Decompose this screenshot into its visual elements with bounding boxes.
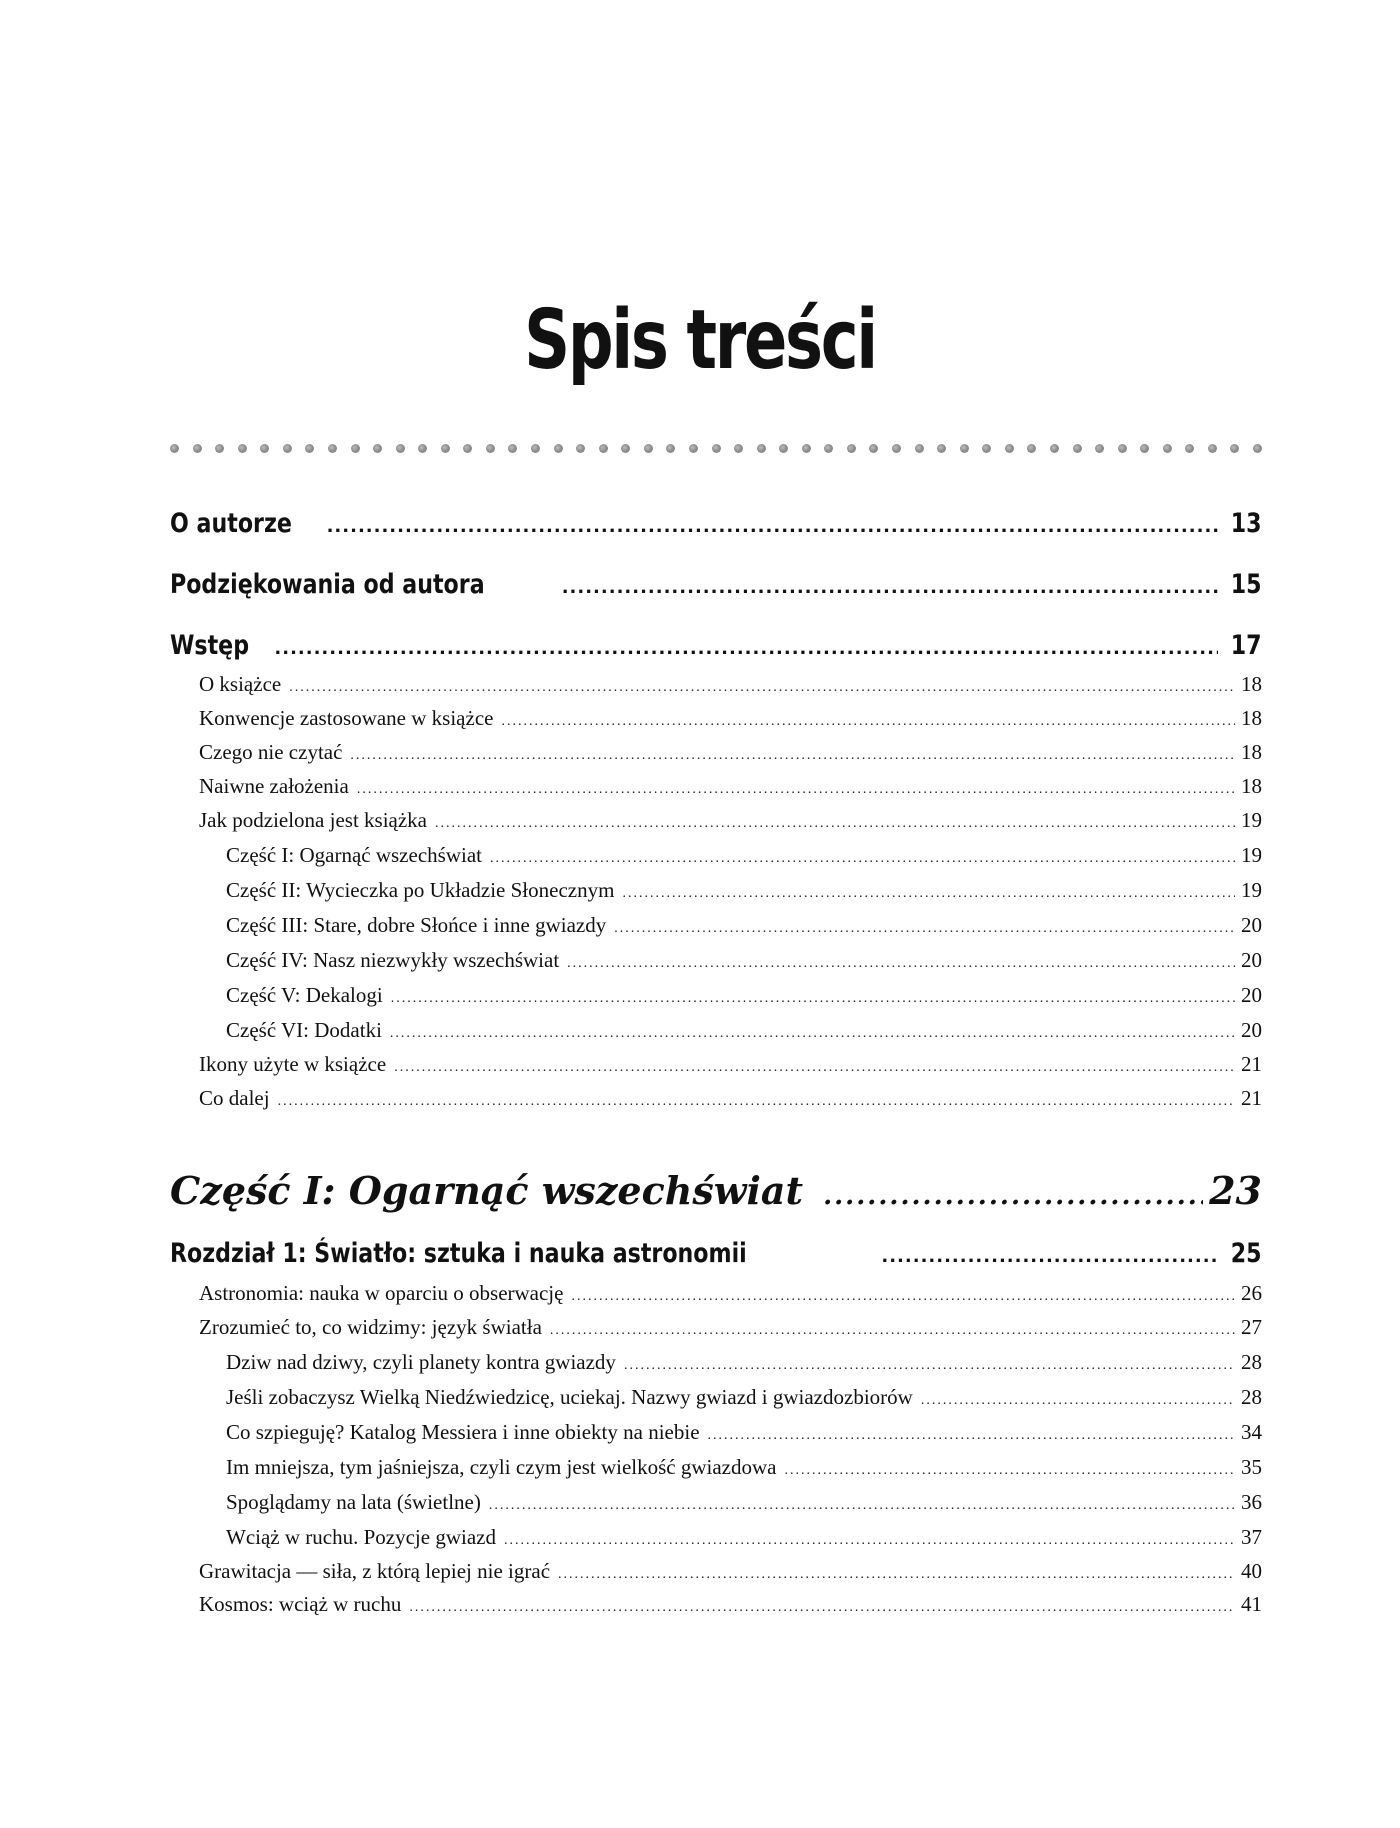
- dot-leader: [278, 1094, 1235, 1110]
- toc-entry-title: O autorze: [170, 508, 292, 539]
- dot-leader: [624, 1358, 1235, 1374]
- dot-leader: [921, 1393, 1235, 1409]
- toc-page-number: 26: [1241, 1281, 1262, 1305]
- toc-page-number: 20: [1241, 983, 1262, 1007]
- toc-entry[interactable]: [199, 706, 1262, 731]
- toc-page-number: 28: [1241, 1350, 1262, 1374]
- dot-leader: [881, 1246, 1218, 1267]
- toc-entry[interactable]: [170, 508, 1262, 539]
- toc-entry[interactable]: [199, 740, 1262, 765]
- toc-entry[interactable]: [199, 774, 1262, 799]
- toc-entry-title: Jeśli zobaczysz Wielką Niedźwiedzicę, uciekaj. Nazwy gwiazd i gwiazdozbiorów: [226, 1385, 913, 1409]
- toc-page-number: 40: [1241, 1559, 1262, 1583]
- toc-page-number: 27: [1241, 1315, 1262, 1339]
- dot-leader: [571, 1289, 1235, 1305]
- toc-page-number: 36: [1241, 1490, 1262, 1514]
- toc-page-number: 18: [1241, 672, 1262, 696]
- toc-page-number: 20: [1241, 948, 1262, 972]
- toc-entry-title: Podziękowania od autora: [170, 569, 485, 600]
- toc-entry-title: Naiwne założenia: [199, 774, 349, 798]
- dot-leader: [409, 1600, 1235, 1616]
- toc-page-number: 15: [1231, 569, 1262, 600]
- toc-entry-title: Czego nie czytać: [199, 740, 343, 764]
- toc-entry-title: Zrozumieć to, co widzimy: język światła: [199, 1315, 542, 1339]
- toc-entry[interactable]: [199, 808, 1262, 833]
- toc-page-number: 21: [1241, 1086, 1262, 1110]
- toc-entry-title: Grawitacja — siła, z którą lepiej nie igrać: [199, 1559, 551, 1583]
- toc-entry-title: Część II: Wycieczka po Układzie Słonecznym: [226, 878, 615, 902]
- toc-entry-title: Co szpieguję? Katalog Messiera i inne obiekty na niebie: [226, 1420, 700, 1444]
- dot-leader: [504, 1533, 1235, 1549]
- toc-entry-title: Kosmos: wciąż w ruchu: [199, 1592, 402, 1616]
- dot-leader: [489, 1498, 1235, 1514]
- dot-leader: [708, 1428, 1235, 1444]
- dot-leader: [823, 1181, 1203, 1211]
- toc-entry-title: Część I: Ogarnąć wszechświat: [170, 1168, 804, 1213]
- page-title: Spis treści: [524, 293, 876, 388]
- toc-entry[interactable]: [199, 1086, 1262, 1111]
- toc-entry-title: Ikony użyte w książce: [199, 1052, 387, 1076]
- toc-entry-title: Spoglądamy na lata (świetlne): [226, 1490, 481, 1514]
- dot-leader: [274, 638, 1218, 659]
- toc-entry-title: Dziw nad dziwy, czyli planety kontra gwiazdy: [226, 1350, 616, 1374]
- toc-entry-title: Jak podzielona jest książka: [199, 808, 428, 832]
- toc-entry-title: Rozdział 1: Światło: sztuka i nauka astronomii: [170, 1238, 747, 1269]
- toc-entry[interactable]: [226, 1018, 1262, 1043]
- toc-entry-title: Astronomia: nauka w oparciu o obserwację: [199, 1281, 564, 1305]
- dot-leader: [490, 851, 1235, 867]
- dot-leader: [289, 680, 1235, 696]
- toc-page-number: 18: [1241, 706, 1262, 730]
- toc-entry-title: Część III: Stare, dobre Słońce i inne gwiazdy: [226, 913, 607, 937]
- toc-page-number: 37: [1241, 1525, 1262, 1549]
- toc-entry[interactable]: [226, 878, 1262, 903]
- toc-entry[interactable]: [226, 843, 1262, 868]
- toc-entry[interactable]: [170, 630, 1262, 661]
- toc-page-number: 21: [1241, 1052, 1262, 1076]
- dot-leader: [435, 816, 1235, 832]
- dot-leader: [558, 1567, 1235, 1583]
- toc-entry[interactable]: [170, 1168, 1262, 1213]
- toc-entry-title: Część V: Dekalogi: [226, 983, 383, 1007]
- toc-entry[interactable]: [226, 913, 1262, 938]
- dot-leader: [327, 516, 1219, 537]
- toc-page-number: 19: [1241, 843, 1262, 867]
- toc-page-number: 25: [1231, 1238, 1262, 1269]
- toc-page-number: 19: [1241, 878, 1262, 902]
- toc-entry-title: Część VI: Dodatki: [226, 1018, 382, 1042]
- toc-entry[interactable]: [226, 1525, 1262, 1550]
- dot-leader: [614, 921, 1235, 937]
- toc-entry[interactable]: [226, 1385, 1262, 1410]
- dot-leader: [394, 1060, 1235, 1076]
- toc-entry[interactable]: [199, 1315, 1262, 1340]
- toc-entry[interactable]: [226, 948, 1262, 973]
- dot-leader: [391, 991, 1235, 1007]
- dot-leader: [550, 1323, 1235, 1339]
- dot-leader: [357, 782, 1235, 798]
- toc-page-number: 34: [1241, 1420, 1262, 1444]
- toc-page-number: 41: [1241, 1592, 1262, 1616]
- toc-page-number: 35: [1241, 1455, 1262, 1479]
- toc-entry-title: Konwencje zastosowane w książce: [199, 706, 494, 730]
- toc-entry[interactable]: [199, 672, 1262, 697]
- toc-page-number: 17: [1231, 630, 1262, 661]
- toc-page-number: 18: [1241, 774, 1262, 798]
- toc-entry[interactable]: [226, 1420, 1262, 1445]
- toc-page-number: 13: [1231, 508, 1262, 539]
- dot-leader: [390, 1026, 1235, 1042]
- toc-entry-title: O książce: [199, 672, 282, 696]
- toc-page-number: 19: [1241, 808, 1262, 832]
- toc-page-number: 18: [1241, 740, 1262, 764]
- toc-entry-title: Część IV: Nasz niezwykły wszechświat: [226, 948, 560, 972]
- toc-entry[interactable]: [199, 1281, 1262, 1306]
- dot-leader: [622, 886, 1235, 902]
- toc-entry-title: Co dalej: [199, 1086, 270, 1110]
- dot-leader: [562, 577, 1219, 598]
- toc-entry-title: Im mniejsza, tym jaśniejsza, czyli czym jest wielkość gwiazdowa: [226, 1455, 777, 1479]
- toc-entry-title: Wstęp: [170, 630, 250, 661]
- dot-leader: [785, 1463, 1236, 1479]
- dot-leader: [567, 956, 1235, 972]
- toc-entry-title: Wciąż w ruchu. Pozycje gwiazd: [226, 1525, 496, 1549]
- toc-entry-title: Część I: Ogarnąć wszechświat: [226, 843, 482, 867]
- toc-page-number: 28: [1241, 1385, 1262, 1409]
- toc-entry[interactable]: [199, 1592, 1262, 1617]
- toc-entry[interactable]: [170, 569, 1262, 600]
- toc-page-number: 23: [1209, 1168, 1262, 1213]
- toc-entry[interactable]: [226, 1455, 1262, 1480]
- toc-entry[interactable]: [170, 1238, 1262, 1269]
- toc-entry[interactable]: [199, 1559, 1262, 1584]
- toc-page-number: 20: [1241, 913, 1262, 937]
- toc-entry[interactable]: [226, 1350, 1262, 1375]
- toc-page-number: 20: [1241, 1018, 1262, 1042]
- toc-entry[interactable]: [226, 983, 1262, 1008]
- dot-leader: [350, 748, 1235, 764]
- toc-entry[interactable]: [226, 1490, 1262, 1515]
- dot-leader: [501, 714, 1235, 730]
- toc-entry[interactable]: [199, 1052, 1262, 1077]
